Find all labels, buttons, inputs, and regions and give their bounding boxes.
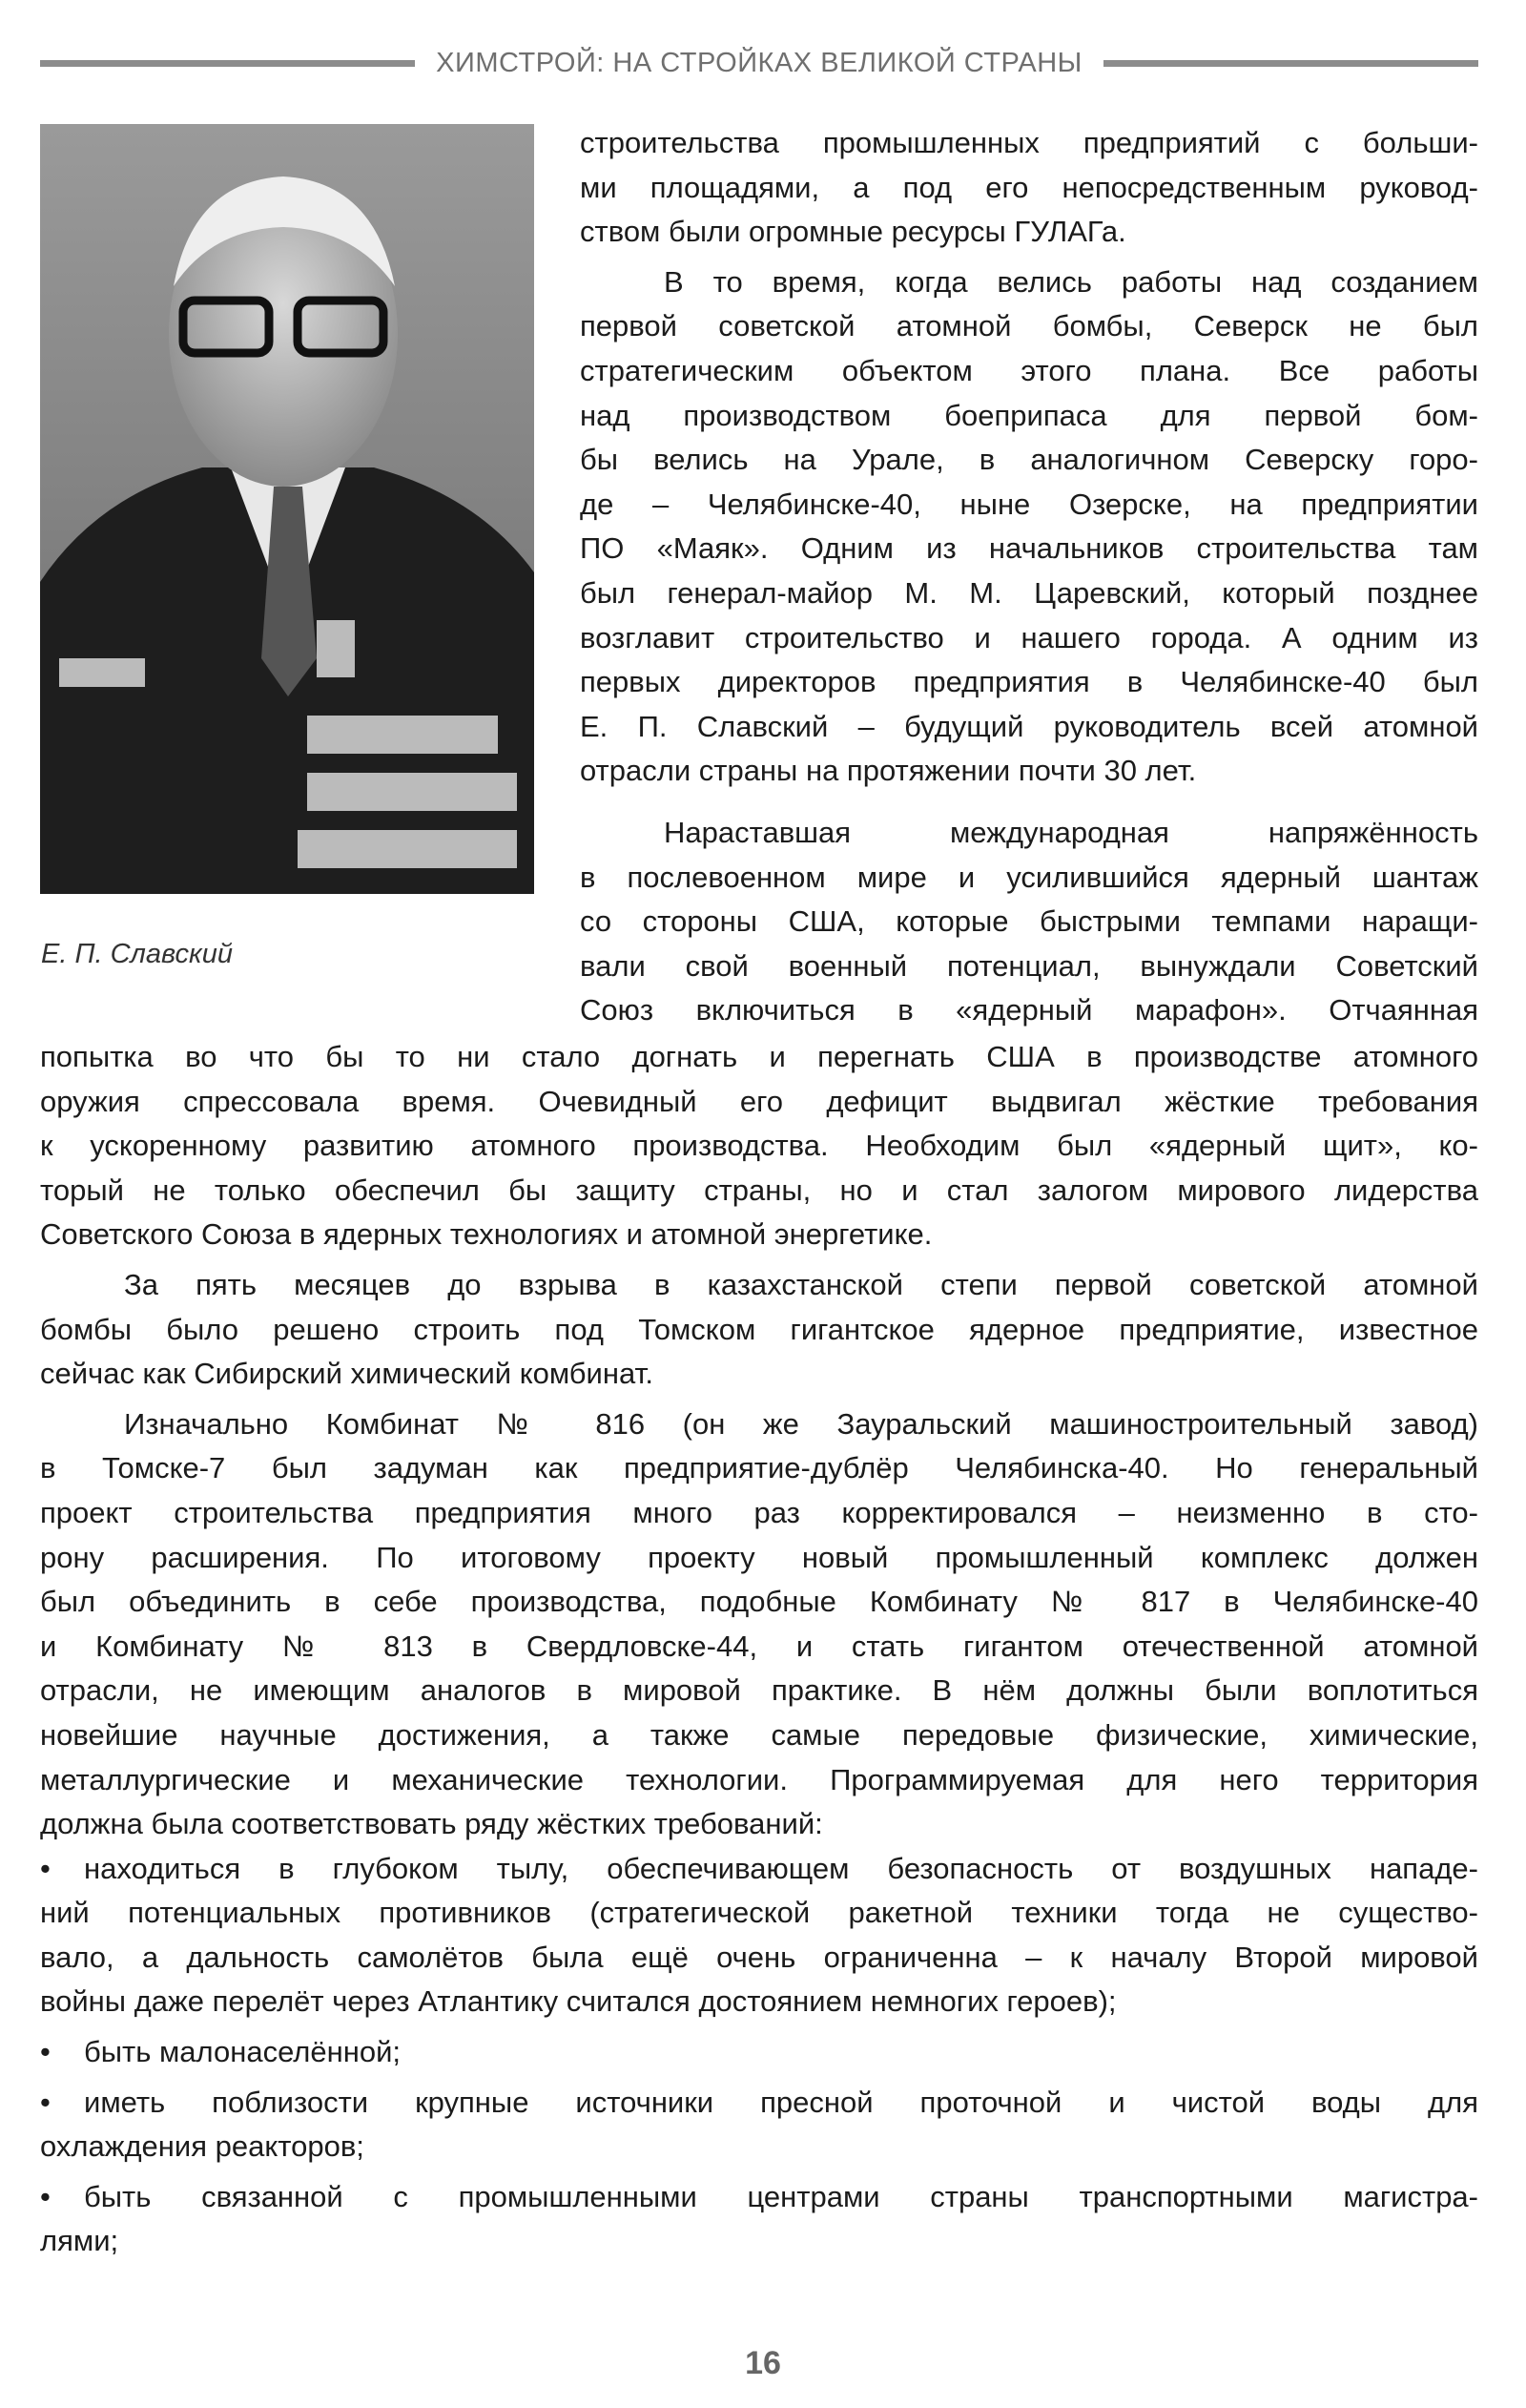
line-text: сейчас как Сибирский химический комбинат. — [40, 1357, 653, 1391]
line-text: ний потенциальных противников (стратегической ракетной техники тогда не существо- — [40, 1896, 1478, 1930]
line-text: иметь поблизости крупные источники пресной проточной и чистой воды для — [84, 2085, 1478, 2119]
line-text: отрасли, не имеющим аналогов в мировой практике. В нём должны были воплотиться — [40, 1673, 1478, 1708]
paragraph — [580, 260, 1478, 794]
text-line — [40, 1446, 1478, 1491]
right-column-text — [580, 121, 1478, 1033]
text-line — [580, 527, 1478, 571]
text-line — [40, 1402, 1478, 1447]
line-text: попытка во что бы то ни стало догнать и перегнать США в производстве атомного — [40, 1040, 1478, 1073]
line-text: Нараставшая международная напряжённость — [664, 815, 1478, 849]
text-line — [40, 1124, 1478, 1169]
paragraph — [580, 121, 1478, 255]
text-line — [40, 1936, 1478, 1981]
text-line — [580, 945, 1478, 989]
line-text: Изначально Комбинат № 816 (он же Зауральский машиностроительный завод) — [124, 1406, 1478, 1441]
line-text: отрасли страны на протяжении почти 30 лет. — [580, 754, 1197, 788]
portrait-image — [40, 124, 534, 894]
text-line — [40, 1491, 1478, 1536]
full-width-text — [40, 1035, 1478, 2264]
line-text: быть малонаселённой; — [84, 2035, 402, 2069]
text-line — [580, 749, 1478, 794]
text-line — [40, 1713, 1478, 1758]
text-line — [580, 260, 1478, 305]
line-text: возглавит строительство и нашего города. А одним из — [580, 620, 1478, 654]
page-number: 16 — [745, 2345, 781, 2381]
line-text: был объединить в себе производства, подобные Комбинату № 817 в Челябинске-40 — [40, 1585, 1478, 1619]
line-text: Советского Союза в ядерных технологиях и атомной энергетике. — [40, 1217, 933, 1252]
text-line — [580, 705, 1478, 750]
line-text: войны даже перелёт через Атлантику считался достоянием немногих героев); — [40, 1984, 1117, 2019]
text-line — [40, 1847, 1478, 1892]
line-text: должна была соответствовать ряду жёстких требований: — [40, 1807, 823, 1841]
text-line — [40, 1580, 1478, 1625]
text-line — [40, 1980, 1478, 2024]
line-text: над производством боеприпаса для первой бом- — [580, 398, 1478, 432]
line-text: охлаждения реакторов; — [40, 2129, 364, 2164]
line-text: оружия спрессовала время. Очевидный его дефицит выдвигал жёсткие требования — [40, 1084, 1478, 1118]
line-text: строительства промышленных предприятий с больши- — [580, 126, 1478, 159]
text-line — [580, 210, 1478, 255]
text-line — [40, 2175, 1478, 2220]
paragraph — [580, 811, 1478, 1033]
text-line — [40, 1802, 1478, 1847]
line-text: ми площадями, а под его непосредственным руковод- — [580, 170, 1478, 204]
header-rule-left — [40, 60, 415, 67]
line-text: вали свой военный потенциал, вынуждали Советский — [580, 948, 1478, 983]
line-text: Е. П. Славский – будущий руководитель всей атомной — [580, 709, 1478, 743]
text-line — [40, 1625, 1478, 1670]
line-text: первой советской атомной бомбы, Северск не был — [580, 309, 1478, 343]
text-line — [40, 1080, 1478, 1125]
line-text: металлургические и механические технологии. Программируемая для него территория — [40, 1762, 1478, 1796]
line-text: со стороны США, которые быстрыми темпами наращи- — [580, 904, 1478, 939]
line-text: бомбы было решено строить под Томском гигантское ядерное предприятие, известное — [40, 1312, 1478, 1346]
line-text: За пять месяцев до взрыва в казахстанской степи первой советской атомной — [124, 1267, 1478, 1301]
line-text: и Комбинату № 813 в Свердловске-44, и стать гигантом отечественной атомной — [40, 1629, 1478, 1663]
line-text: был генерал-майор М. М. Царевский, который позднее — [580, 575, 1478, 610]
text-line — [580, 438, 1478, 483]
text-line — [580, 349, 1478, 394]
line-text: де – Челябинске-40, ныне Озерске, на предприятии — [580, 487, 1478, 521]
text-line — [40, 1035, 1478, 1080]
text-line — [40, 1263, 1478, 1308]
line-text: к ускоренному развитию атомного производства. Необходим был «ядерный щит», ко- — [40, 1129, 1478, 1163]
text-line — [40, 2219, 1478, 2264]
line-text: проект строительства предприятия много раз корректировался – неизменно в сто- — [40, 1495, 1478, 1529]
line-text: ПО «Маяк». Одним из начальников строительства там — [580, 531, 1478, 566]
text-line — [40, 2030, 1478, 2075]
text-line — [580, 394, 1478, 439]
line-text: лями; — [40, 2224, 119, 2258]
bullet-icon: • — [40, 2035, 51, 2069]
text-line — [580, 900, 1478, 945]
text-line — [40, 1308, 1478, 1353]
line-text: вало, а дальность самолётов была ещё очень ограниченна – к началу Второй мировой — [40, 1940, 1478, 1974]
text-line — [40, 1891, 1478, 1936]
line-text: ством были огромные ресурсы ГУЛАГа. — [580, 215, 1126, 249]
text-line — [40, 1669, 1478, 1713]
bullet-icon: • — [40, 2085, 51, 2119]
text-line — [580, 483, 1478, 528]
text-line — [580, 121, 1478, 166]
line-text: стратегическим объектом этого плана. Все работы — [580, 353, 1478, 387]
text-line — [580, 856, 1478, 901]
bullet-icon: • — [40, 2179, 51, 2213]
text-line — [40, 2125, 1478, 2169]
line-text: Союз включиться в «ядерный марафон». Отчаянная — [580, 993, 1478, 1028]
line-text: находиться в глубоком тылу, обеспечивающем безопасность от воздушных нападе- — [84, 1851, 1478, 1885]
bullet-list — [40, 1847, 1478, 2264]
text-line — [580, 660, 1478, 705]
text-line — [40, 1758, 1478, 1803]
line-text: в Томске-7 был задуман как предприятие-дублёр Челябинска-40. Но генеральный — [40, 1451, 1478, 1485]
line-text: в послевоенном мире и усилившийся ядерный шантаж — [580, 860, 1478, 894]
bullet-item — [40, 2081, 1478, 2169]
line-text: быть связанной с промышленными центрами страны транспортными магистра- — [84, 2179, 1478, 2213]
paragraph — [40, 1402, 1478, 1847]
text-line — [580, 811, 1478, 856]
bullet-item — [40, 1847, 1478, 2024]
text-line — [580, 166, 1478, 211]
text-line — [580, 988, 1478, 1033]
paragraph — [40, 1035, 1478, 1257]
running-header — [40, 42, 1478, 84]
running-header-title: ХИМСТРОЙ: НА СТРОЙКАХ ВЕЛИКОЙ СТРАНЫ — [436, 47, 1083, 78]
line-text: рону расширения. По итоговому проекту новый промышленный комплекс должен — [40, 1540, 1478, 1574]
line-text: В то время, когда велись работы над созданием — [664, 264, 1478, 299]
text-line — [40, 1352, 1478, 1397]
bullet-item — [40, 2030, 1478, 2075]
line-text: бы велись на Урале, в аналогичном Северску горо- — [580, 443, 1478, 477]
text-line — [580, 304, 1478, 349]
bullet-item — [40, 2175, 1478, 2264]
paragraph — [40, 1263, 1478, 1397]
header-rule-right — [1103, 60, 1478, 67]
line-text: торый не только обеспечил бы защиту страны, но и стал залогом мирового лидерства — [40, 1173, 1478, 1207]
text-line — [580, 571, 1478, 616]
line-text: первых директоров предприятия в Челябинске-40 был — [580, 665, 1478, 699]
text-line — [40, 1213, 1478, 1257]
text-line — [40, 1169, 1478, 1214]
text-line — [40, 2081, 1478, 2126]
text-line — [40, 1536, 1478, 1581]
portrait-photo — [40, 124, 534, 894]
line-text: новейшие научные достижения, а также самые передовые физические, химические, — [40, 1717, 1478, 1752]
text-line — [580, 616, 1478, 661]
photo-caption: Е. П. Славский — [41, 939, 233, 969]
bullet-icon: • — [40, 1851, 51, 1885]
